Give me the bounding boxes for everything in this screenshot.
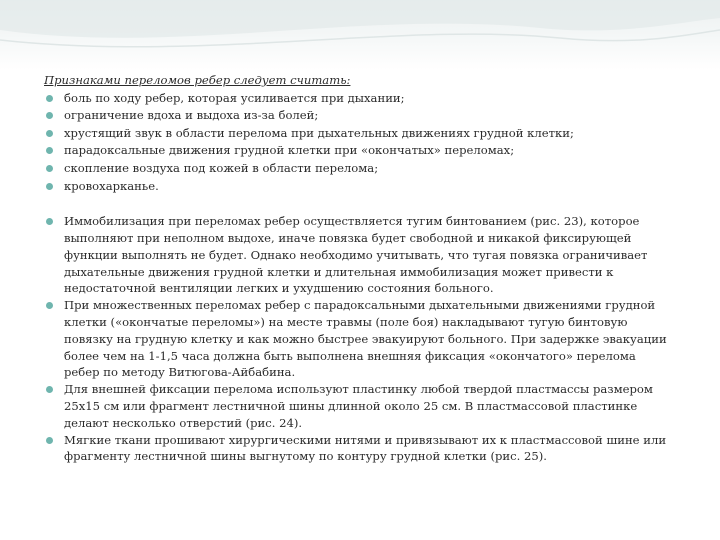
bullet-icon xyxy=(46,95,53,102)
list-item: парадоксальные движения грудной клетки при «окончатых» переломах; xyxy=(44,142,674,160)
list-item: скопление воздуха под кожей в области перелома; xyxy=(44,160,674,178)
bullet-icon xyxy=(46,112,53,119)
slide-content xyxy=(44,72,674,465)
bullet-icon xyxy=(46,130,53,137)
section-heading: Признаками переломов ребер следует считать: xyxy=(44,73,351,87)
symptoms-list xyxy=(44,90,674,196)
bullet-icon xyxy=(46,147,53,154)
list-item: Мягкие ткани прошивают хирургическими нитями и привязывают их к пластмассовой шине или фрагменту лестничной шины выгнутому по контуру грудной клетки (рис. 25). xyxy=(44,432,674,466)
bullet-icon xyxy=(46,437,53,444)
decorative-wave xyxy=(0,0,720,70)
list-item: хрустящий звук в области перелома при дыхательных движениях грудной клетки; xyxy=(44,125,674,143)
list-item: ограничение вдоха и выдоха из-за болей; xyxy=(44,107,674,125)
list-item: боль по ходу ребер, которая усиливается при дыхании; xyxy=(44,90,674,108)
list-item: Для внешней фиксации перелома используют пластинку любой твердой пластмассы размером 25х15 см или фрагмент лестничной шины длинной около 25 см. В пластмассовой пластинке делают несколько отверстий (рис. 24). xyxy=(44,381,674,431)
list-item: При множественных переломах ребер с парадоксальными дыхательными движениями грудной клетки («окончатые переломы») на месте травмы (поле боя) накладывают тугую бинтовую повязку на грудную клетку и как можно быстрее эвакуируют больного. При задержке эвакуации более чем на 1-1,5 часа должна быть выполнена внешняя фиксация «окончатого» перелома ребер по методу Витюгова-Айбабина. xyxy=(44,297,674,381)
bullet-icon xyxy=(46,183,53,190)
bullet-icon xyxy=(46,386,53,393)
immobilization-list xyxy=(44,213,674,465)
list-item: кровохарканье. xyxy=(44,178,674,196)
bullet-icon xyxy=(46,218,53,225)
bullet-icon xyxy=(46,165,53,172)
bullet-icon xyxy=(46,302,53,309)
list-item: Иммобилизация при переломах ребер осуществляется тугим бинтованием (рис. 23), которое выполняют при неполном выдохе, иначе повязка будет свободной и никакой фиксирующей функции выполнять не будет. Однако необходимо учитывать, что тугая повязка ограничивает дыхательные движения грудной клетки и длительная иммобилизация может привести к недостаточной вентиляции легких и ухудшению состояния больного. xyxy=(44,213,674,297)
